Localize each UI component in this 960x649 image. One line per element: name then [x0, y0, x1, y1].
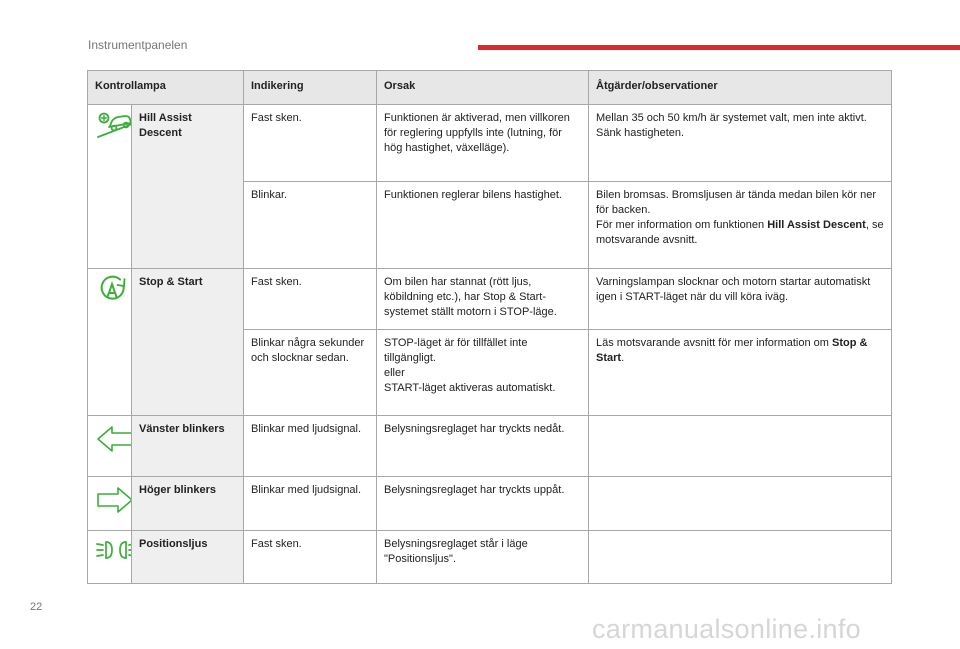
lamp-name-left-indicator: Vänster blinkers — [132, 416, 244, 477]
watermark: carmanualsonline.info — [592, 614, 861, 644]
column-header-indication: Indikering — [244, 71, 377, 105]
lamp-name-position-lights: Positionsljus — [132, 531, 244, 584]
indication-cell: Blinkar med ljudsignal. — [244, 416, 377, 477]
lamp-name-hill-assist: Hill Assist Descent — [132, 105, 244, 269]
section-accent-bar — [478, 45, 960, 50]
lamp-icon-cell — [88, 477, 132, 531]
lamp-icon-cell — [88, 105, 132, 269]
indication-cell: Fast sken. — [244, 269, 377, 330]
section-title: Instrumentpanelen — [88, 38, 188, 52]
column-header-action: Åtgärder/observationer — [589, 71, 892, 105]
cause-cell: STOP-läget är för tillfället inte tillgängligt. eller START-läget aktiveras automatiskt. — [377, 330, 589, 416]
cause-cell: Funktionen reglerar bilens hastighet. — [377, 182, 589, 269]
position-lights-icon — [95, 537, 124, 563]
lamp-icon-cell — [88, 531, 132, 584]
action-cell: Mellan 35 och 50 km/h är systemet valt, men inte aktivt. Sänk hastigheten. — [589, 105, 892, 182]
cause-cell: Funktionen är aktiverad, men villkoren för reglering uppfylls inte (lutning, för hög hastighet, växelläge). — [377, 105, 589, 182]
indication-cell: Blinkar några sekunder och slocknar sedan. — [244, 330, 377, 416]
cause-cell: Belysningsreglaget står i läge "Positionsljus". — [377, 531, 589, 584]
table-row — [88, 269, 892, 330]
table-row — [88, 416, 892, 477]
action-cell — [589, 416, 892, 477]
cause-cell: Om bilen har stannat (rött ljus, köbildning etc.), har Stop & Start-systemet ställt motorn i STOP-läge. — [377, 269, 589, 330]
table-header-row — [88, 71, 892, 105]
action-cell: Bilen bromsas. Bromsljusen är tända medan bilen kör ner för backen. För mer information om funktionen Hill Assist Descent, se motsvarande avsnitt. — [589, 182, 892, 269]
hill-descent-icon — [95, 111, 124, 141]
column-header-cause: Orsak — [377, 71, 589, 105]
action-cell — [589, 477, 892, 531]
stop-start-icon — [95, 275, 124, 305]
action-cell: Läs motsvarande avsnitt för mer information om Stop & Start. — [589, 330, 892, 416]
indication-cell: Fast sken. — [244, 531, 377, 584]
page-number: 22 — [30, 601, 43, 613]
cause-cell: Belysningsreglaget har tryckts nedåt. — [377, 416, 589, 477]
lamp-name-right-indicator: Höger blinkers — [132, 477, 244, 531]
cause-cell: Belysningsreglaget har tryckts uppåt. — [377, 477, 589, 531]
table-row — [88, 531, 892, 584]
lamp-icon-cell — [88, 269, 132, 416]
indication-cell: Fast sken. — [244, 105, 377, 182]
column-header-lamp: Kontrollampa — [88, 71, 244, 105]
lamp-name-stop-start: Stop & Start — [132, 269, 244, 416]
table-row — [88, 477, 892, 531]
table-row — [88, 105, 892, 182]
indication-cell: Blinkar med ljudsignal. — [244, 477, 377, 531]
lamp-icon-cell — [88, 416, 132, 477]
right-arrow-icon — [95, 483, 124, 517]
action-cell: Varningslampan slocknar och motorn startar automatiskt igen i START-läget när du vill köra iväg. — [589, 269, 892, 330]
left-arrow-icon — [95, 422, 124, 456]
action-cell — [589, 531, 892, 584]
indication-cell: Blinkar. — [244, 182, 377, 269]
warning-lamp-table — [87, 70, 892, 584]
